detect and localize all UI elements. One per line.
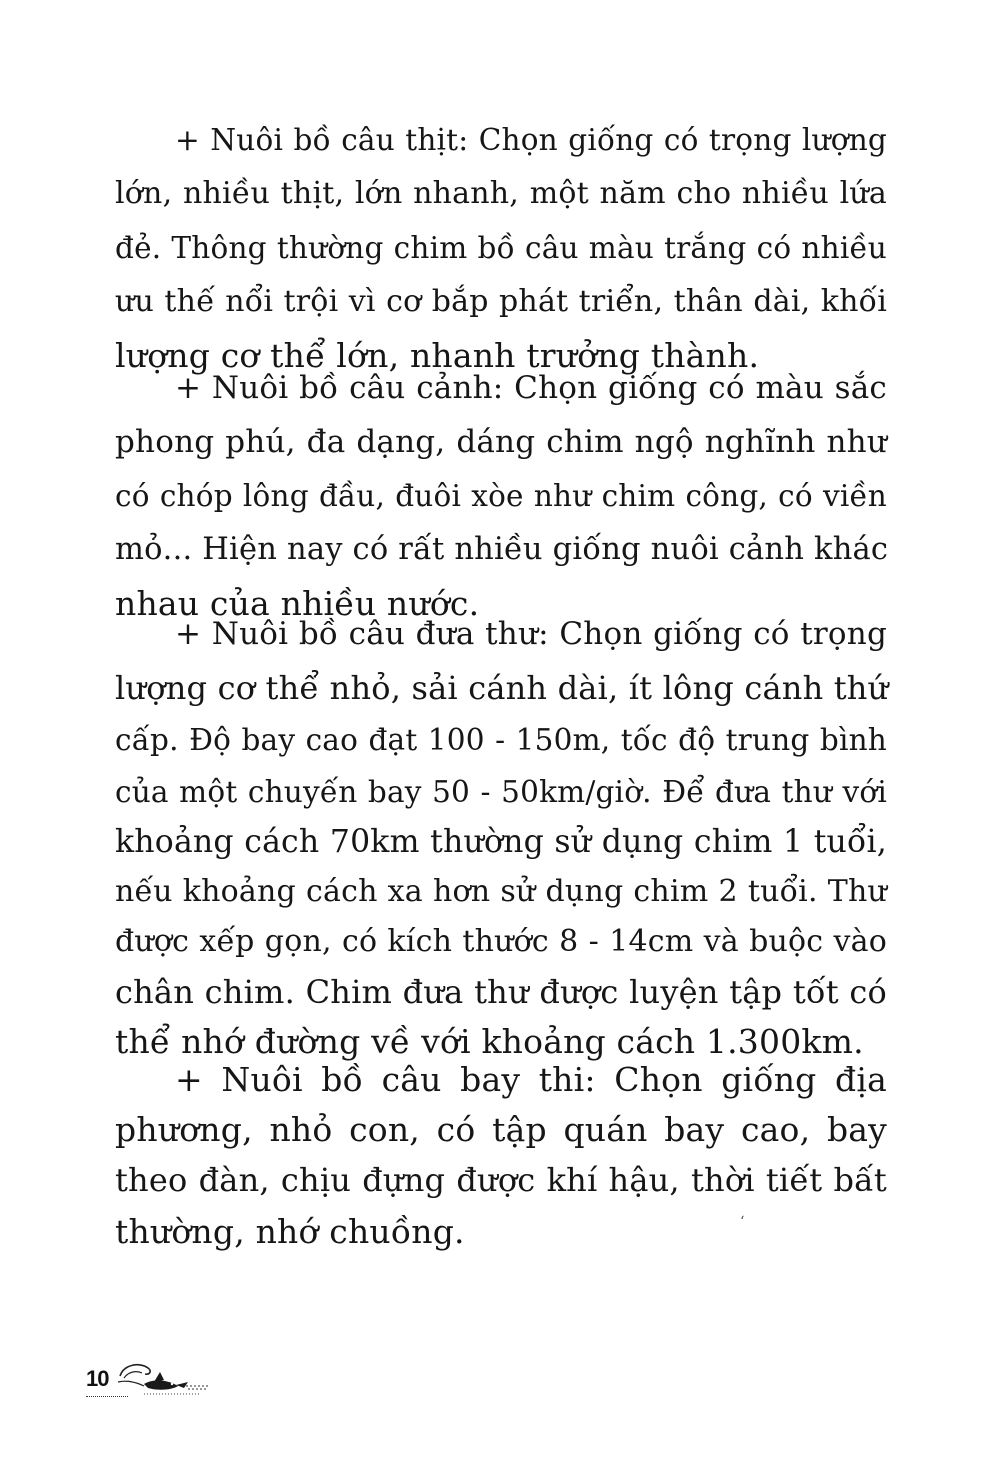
paragraph-3-line-5: khoảng cách 70km thường sử dụng chim 1 tuổi, xyxy=(115,824,887,860)
flying-bird-icon xyxy=(114,1360,216,1400)
paragraph-3-line-9: thể nhớ đường về với khoảng cách 1.300km. xyxy=(115,1022,864,1061)
paragraph-1-line-5: lượng cơ thể lớn, nhanh trưởng thành. xyxy=(115,336,760,375)
paragraph-2-line-5: nhau của nhiều nước. xyxy=(115,584,480,623)
page-number: 10 xyxy=(86,1366,109,1391)
paragraph-3-line-3: cấp. Độ bay cao đạt 100 - 150m, tốc độ trung bình xyxy=(115,723,887,757)
page-footer xyxy=(86,1360,216,1400)
paragraph-3-line-1: + Nuôi bồ câu đưa thư: Chọn giống có trọng xyxy=(175,616,887,652)
paragraph-1-line-2: lớn, nhiều thịt, lớn nhanh, một năm cho nhiều lứa xyxy=(115,176,887,211)
paragraph-3-line-8: chân chim. Chim đưa thư được luyện tập tốt có xyxy=(115,973,887,1011)
paragraph-3-line-2: lượng cơ thể nhỏ, sải cánh dài, ít lông cánh thứ xyxy=(115,669,889,707)
paragraph-4-line-4: thường, nhớ chuồng. xyxy=(115,1212,465,1251)
paragraph-1-line-1: + Nuôi bồ câu thịt: Chọn giống có trọng lượng xyxy=(175,123,887,157)
paragraph-4-line-1: + Nuôi bồ câu bay thi: Chọn giống địa xyxy=(175,1060,887,1099)
paragraph-3-line-6: nếu khoảng cách xa hơn sử dụng chim 2 tuổi. Thư xyxy=(115,874,887,909)
paragraph-2-line-1: + Nuôi bồ câu cảnh: Chọn giống có màu sắc xyxy=(175,370,887,406)
paragraph-1-line-4: ưu thế nổi trội vì cơ bắp phát triển, thân dài, khối xyxy=(115,284,887,319)
paragraph-4-line-2: phương, nhỏ con, có tập quán bay cao, bay xyxy=(115,1110,887,1149)
paragraph-4-line-3: theo đàn, chịu đựng được khí hậu, thời tiết bất xyxy=(115,1161,887,1199)
paragraph-3-line-7: được xếp gọn, có kích thước 8 - 14cm và buộc vào xyxy=(115,924,887,959)
paragraph-2-line-2: phong phú, đa dạng, dáng chim ngộ nghĩnh như xyxy=(115,424,887,460)
paragraph-2-line-3: có chóp lông đầu, đuôi xòe như chim công, có viền xyxy=(115,479,887,513)
paragraph-2-line-4: mỏ... Hiện nay có rất nhiều giống nuôi cảnh khác xyxy=(115,532,889,567)
paragraph-1-line-3: đẻ. Thông thường chim bồ câu màu trắng có nhiều xyxy=(115,231,887,265)
stray-ink-mark: ‘ xyxy=(740,1214,745,1230)
paragraph-3-line-4: của một chuyến bay 50 - 50km/giờ. Để đưa thư với xyxy=(115,775,887,809)
